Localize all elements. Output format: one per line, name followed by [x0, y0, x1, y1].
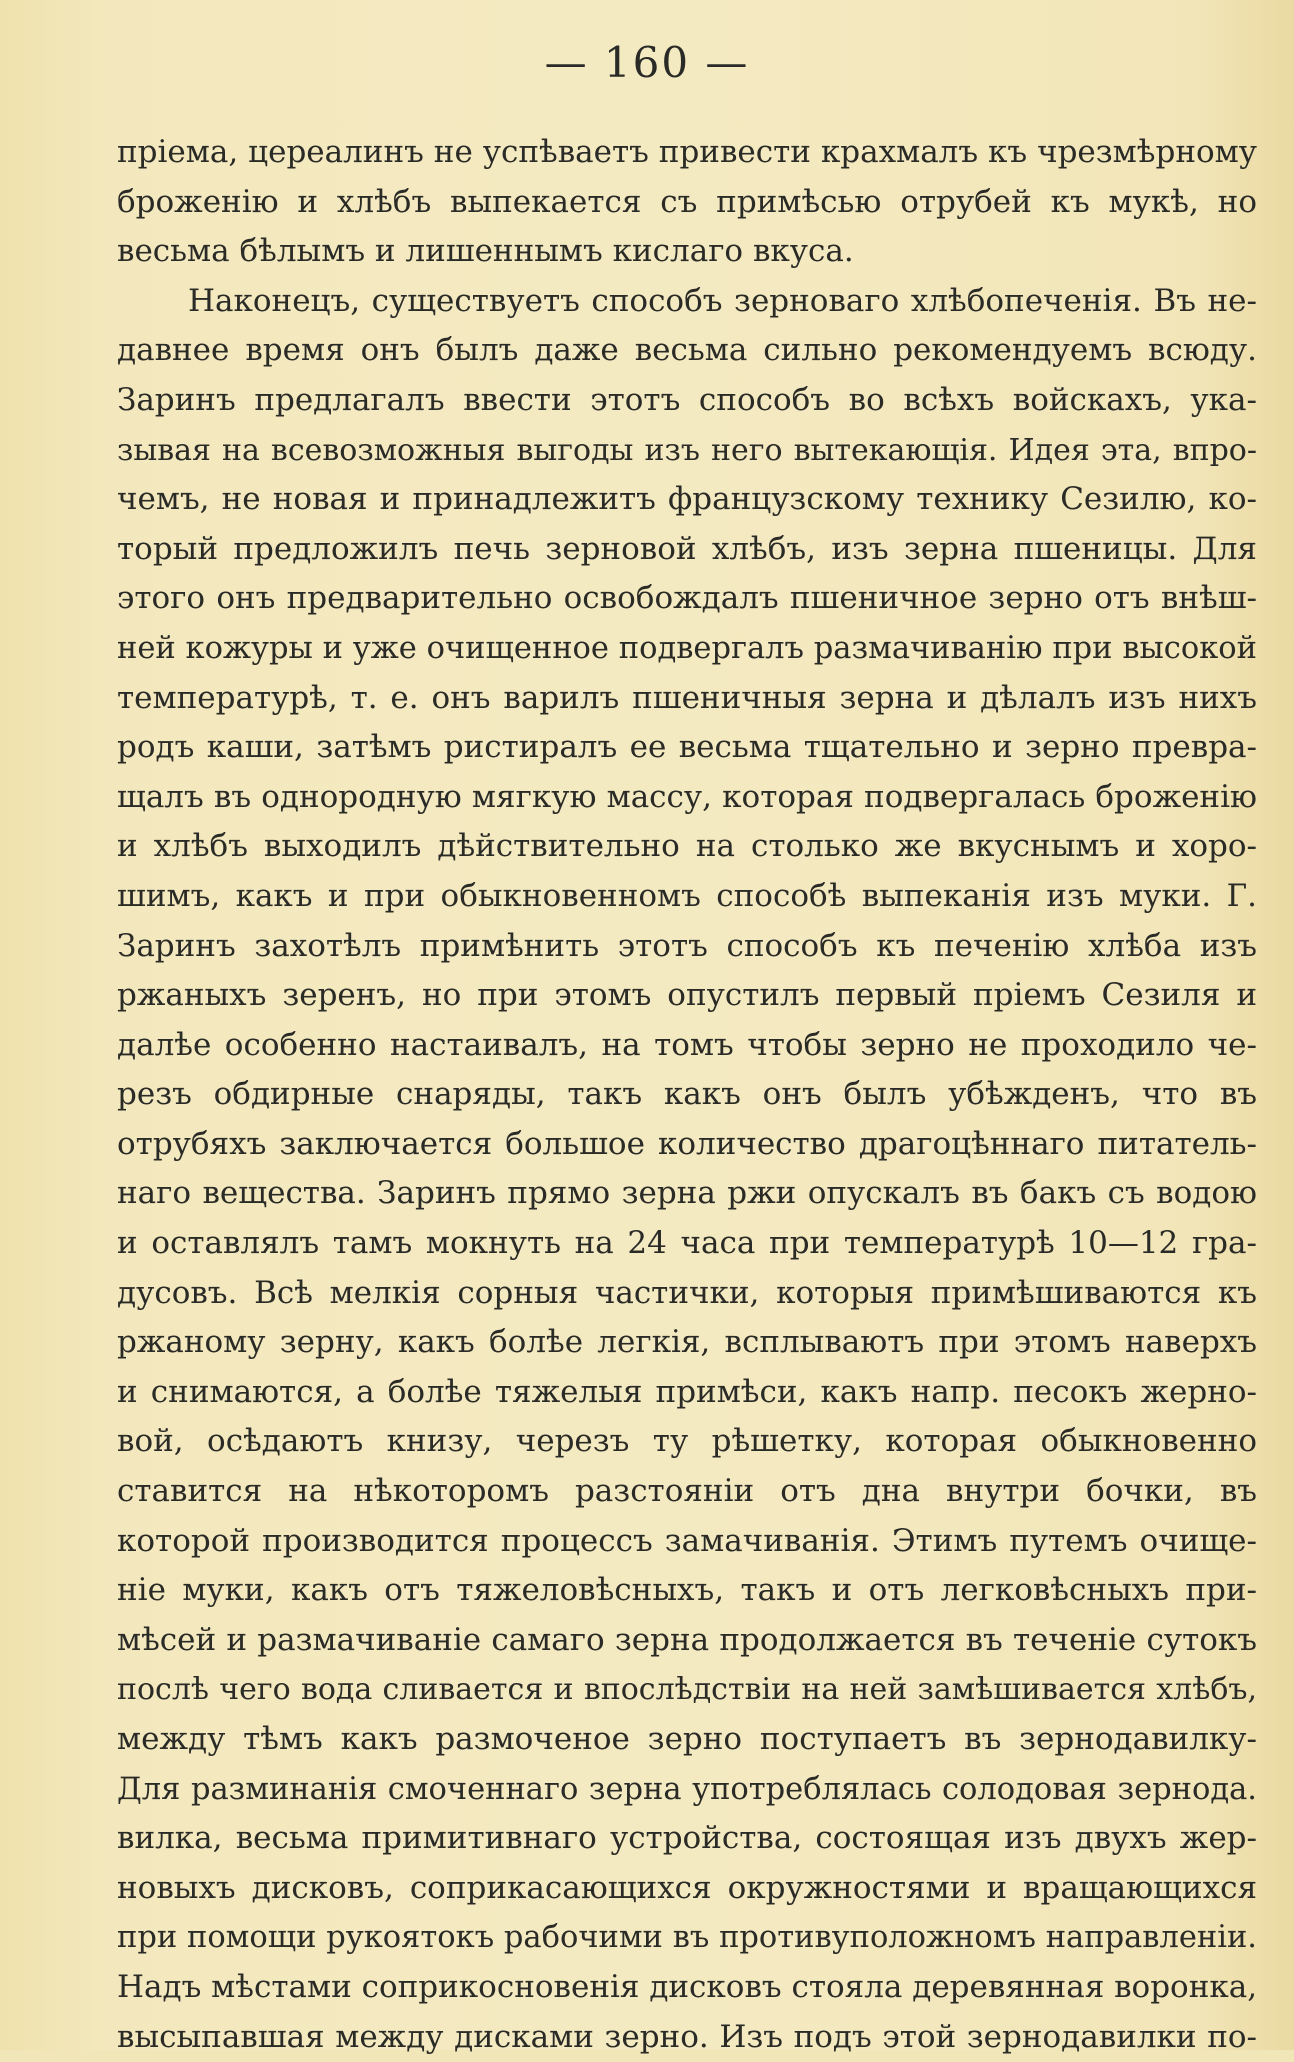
text-line: весьма бѣлымъ и лишеннымъ кислаго вкуса.: [117, 233, 854, 270]
text-line: резъ обдирные снаряды, такъ какъ онъ былъ убѣжденъ, что въ: [117, 1076, 1257, 1113]
text-line: Заринъ предлагалъ ввести этотъ способъ во всѣхъ войскахъ, ука-: [117, 381, 1257, 418]
text-line: чемъ, не новая и принадлежитъ французскому технику Сезилю, ко-: [117, 481, 1257, 518]
body-text: [117, 128, 1257, 2062]
text-line: шимъ, какъ и при обыкновенномъ способѣ выпеканія изъ муки. Г.: [117, 877, 1257, 914]
text-line: между тѣмъ какъ размоченое зерно поступаетъ въ зернодавилку-: [117, 1721, 1257, 1757]
text-line: Наконецъ, существуетъ способъ зерноваго хлѣбопеченія. Въ не-: [188, 282, 1257, 319]
text-line: пріема, цереалинъ не успѣваетъ привести крахмалъ къ чрезмѣрному: [117, 134, 1257, 170]
text-line: ржаному зерну, какъ болѣе легкія, всплываютъ при этомъ наверхъ: [117, 1324, 1257, 1361]
text-line: и хлѣбъ выходилъ дѣйствительно на столько же вкуснымъ и хоро-: [117, 828, 1257, 865]
text-line: родъ каши, затѣмъ ристиралъ ее весьма тщательно и зерно превра-: [117, 729, 1257, 766]
text-line: броженію и хлѣбъ выпекается съ примѣсью отрубей къ мукѣ, но: [117, 183, 1257, 220]
text-line: Надъ мѣстами соприкосновенія дисковъ стояла деревянная воронка,: [117, 1968, 1257, 2005]
text-line: и оставлялъ тамъ мокнуть на 24 часа при температурѣ 10—12 гра-: [117, 1225, 1257, 1262]
text-line: наго вещества. Заринъ прямо зерна ржи опускалъ въ бакъ съ водою: [117, 1175, 1257, 1212]
text-line: этого онъ предварительно освобождалъ пшеничное зерно отъ внѣш-: [117, 580, 1257, 617]
text-line: ржаныхъ зеренъ, но при этомъ опустилъ первый пріемъ Сезиля и: [117, 977, 1257, 1014]
text-line: новыхъ дисковъ, соприкасающихся окружностями и вращающихся: [117, 1869, 1257, 1906]
text-line: щалъ въ однородную мягкую массу, которая подвергалась броженію: [117, 778, 1257, 815]
text-line: высыпавшая между дисками зерно. Изъ подъ этой зернодавилки по-: [117, 2018, 1257, 2055]
text-line: ніе муки, какъ отъ тяжеловѣсныхъ, такъ и отъ легковѣсныхъ при-: [117, 1572, 1257, 1609]
text-line: вилка, весьма примитивнаго устройства, состоящая изъ двухъ жер-: [117, 1820, 1257, 1857]
text-line: мѣсей и размачиваніе самаго зерна продолжается въ теченіе сутокъ: [117, 1621, 1257, 1658]
text-line: Для разминанія смоченнаго зерна употреблялась солодовая зернода.: [117, 1771, 1257, 1807]
text-line: и снимаются, а болѣе тяжелыя примѣси, какъ напр. песокъ жерно-: [117, 1373, 1257, 1410]
text-line: которой производится процессъ замачиванія. Этимъ путемъ очище-: [117, 1522, 1257, 1559]
text-line: ставится на нѣкоторомъ разстояніи отъ дна внутри бочки, въ: [117, 1473, 1257, 1510]
text-line: зывая на всевозможныя выгоды изъ него вытекающія. Идея эта, впро-: [117, 432, 1257, 468]
text-line: при помощи рукоятокъ рабочими въ противуположномъ направленіи.: [117, 1920, 1257, 1956]
page-number: — 160 —: [544, 38, 750, 87]
text-line: ней кожуры и уже очищенное подвергалъ размачиванію при высокой: [117, 630, 1257, 666]
text-line: вой, осѣдаютъ книзу, черезъ ту рѣшетку, которая обыкновенно: [117, 1423, 1257, 1460]
text-line: отрубяхъ заключается большое количество драгоцѣннаго питатель-: [117, 1125, 1257, 1162]
text-line: давнее время онъ былъ даже весьма сильно рекомендуемъ всюду.: [117, 332, 1257, 369]
text-line: температурѣ, т. е. онъ варилъ пшеничныя зерна и дѣлалъ изъ нихъ: [117, 679, 1257, 716]
text-line: Заринъ захотѣлъ примѣнить этотъ способъ къ печенію хлѣба изъ: [117, 927, 1257, 964]
text-line: послѣ чего вода сливается и впослѣдствіи на ней замѣшивается хлѣбъ,: [117, 1672, 1257, 1708]
text-line: далѣе особенно настаивалъ, на томъ чтобы зерно не проходило че-: [117, 1026, 1257, 1063]
text-line: торый предложилъ печь зерновой хлѣбъ, изъ зерна пшеницы. Для: [117, 530, 1257, 567]
text-line: дусовъ. Всѣ мелкія сорныя частички, которыя примѣшиваются къ: [117, 1274, 1257, 1311]
